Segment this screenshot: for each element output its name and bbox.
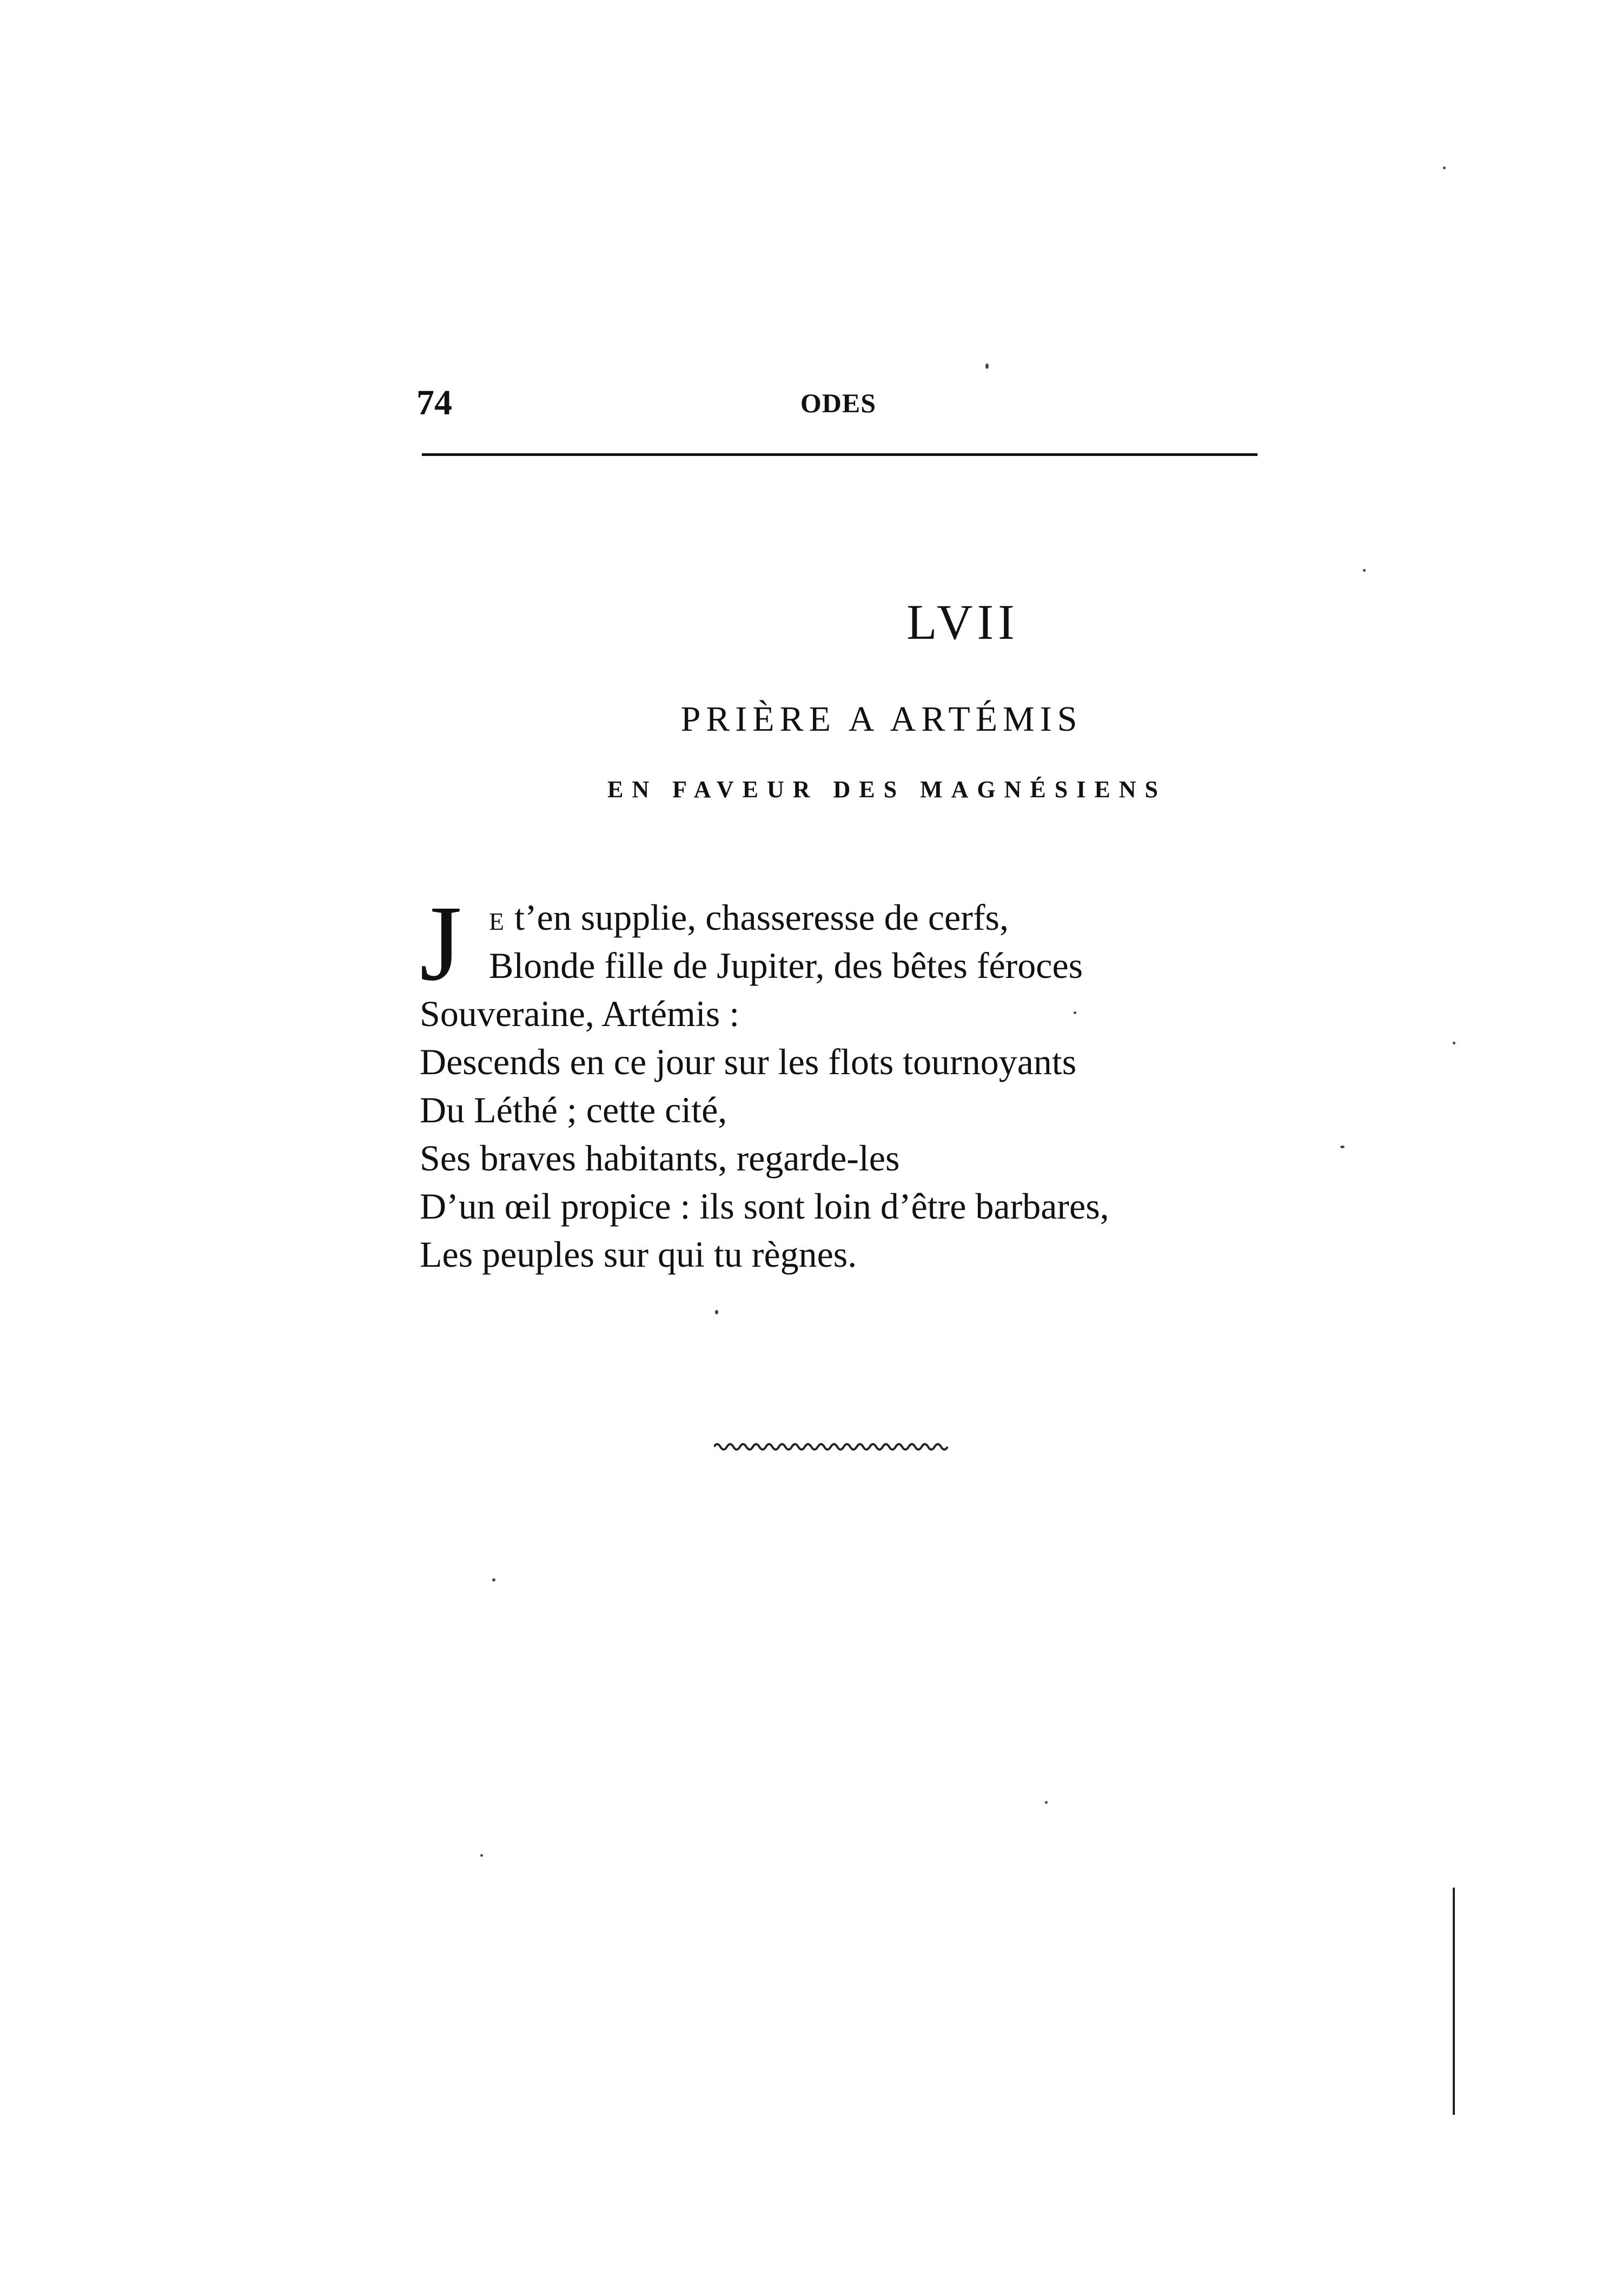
scan-speck: [985, 363, 989, 369]
header-rule: [422, 453, 1257, 456]
scan-speck: [715, 1310, 718, 1314]
page-number: 74: [416, 383, 452, 422]
running-title: ODES: [800, 388, 877, 418]
first-word-caps: E: [489, 908, 506, 935]
drop-cap: J: [420, 884, 462, 1003]
verse-line: Du Léthé ; cette cité,: [420, 1089, 727, 1130]
verse-line: Ses braves habitants, regarde-les: [420, 1137, 900, 1179]
verse-line: Descends en ce jour sur les flots tournoyants: [420, 1041, 1077, 1082]
scan-speck: [480, 1854, 483, 1857]
poem: [420, 884, 1263, 1279]
scan-speck: [1453, 1042, 1455, 1044]
ode-subtitle: EN FAVEUR DES MAGNÉSIENS: [607, 776, 1167, 803]
scan-speck: [1363, 569, 1366, 572]
scan-edge-line: [1453, 1888, 1455, 2115]
running-head: [416, 373, 1260, 433]
ode-number: LVII: [906, 594, 1019, 650]
scan-speck: [492, 1578, 495, 1582]
verse-line: Blonde fille de Jupiter, des bêtes féroces: [489, 945, 1083, 986]
verse-line: Les peuples sur qui tu règnes.: [420, 1234, 857, 1275]
scan-speck: [1045, 1801, 1048, 1804]
scan-speck: [1443, 167, 1446, 169]
scan-speck: [1074, 1011, 1076, 1014]
wavy-rule-ornament-icon: [714, 1439, 952, 1455]
scan-speck: [1340, 1146, 1345, 1148]
verse-line: D’un œil propice : ils sont loin d’être barbares,: [420, 1186, 1109, 1227]
ode-title: PRIÈRE A ARTÉMIS: [680, 699, 1083, 739]
verse-line: Souveraine, Artémis :: [420, 993, 740, 1034]
verse-line: [420, 894, 1263, 942]
first-line-text: t’en supplie, chasseresse de cerfs,: [505, 897, 1009, 938]
